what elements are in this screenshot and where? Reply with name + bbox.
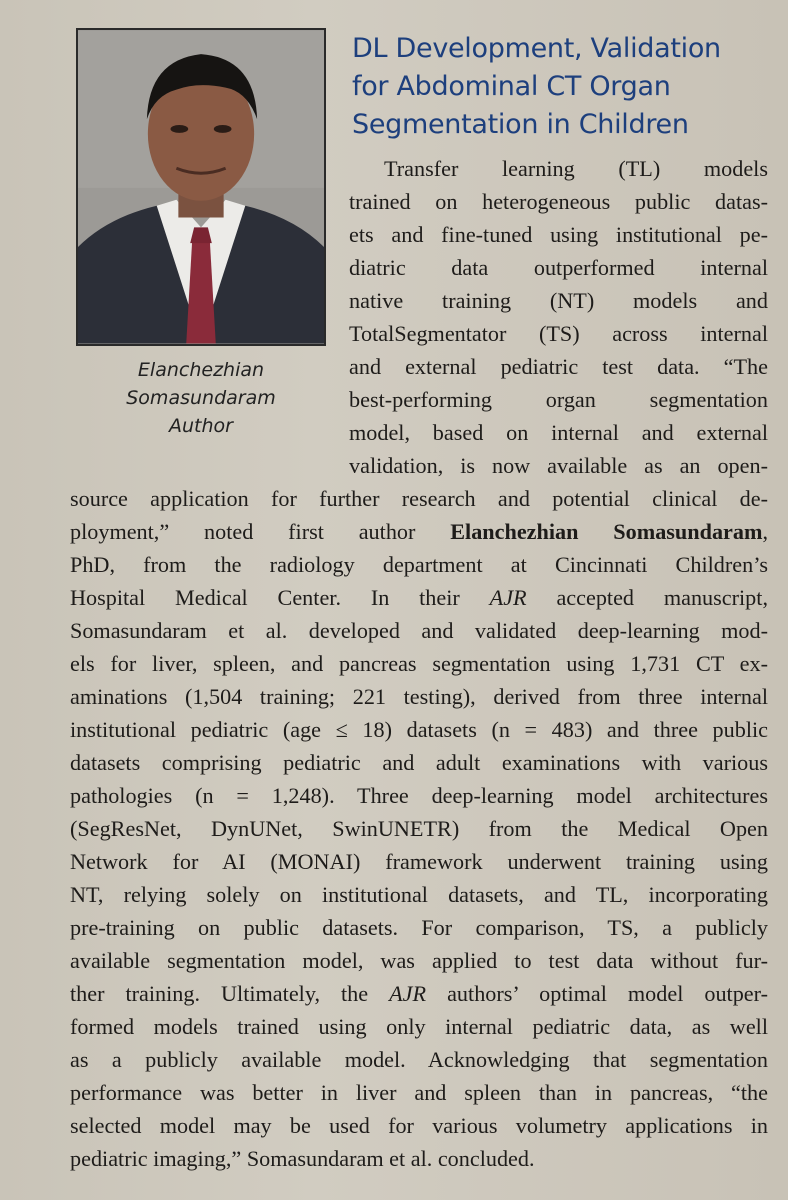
body-line: source application for further research and potential clinical de- [70,486,768,511]
title-line: DL Development, Validation [352,33,721,64]
body-line: formed models trained using only internal pediatric data, as well [70,1014,768,1039]
body-line: (SegResNet, DynUNet, SwinUNETR) from the Medical Open [70,816,768,841]
body-line: as a publicly available model. Acknowledging that segmentation [70,1047,768,1072]
body-line: trained on heterogeneous public datas- [349,189,768,214]
body-line: pathologies (n = 1,248). Three deep-learning model architectures [70,783,768,808]
body-line [70,977,768,1010]
body-line: NT, relying solely on institutional datasets, and TL, incorporating [70,882,768,907]
title-line: Segmentation in Children [352,109,689,140]
body-line: Transfer learning (TL) models [384,156,768,181]
body-line [70,581,768,614]
title-line: for Abdominal CT Organ [352,71,671,102]
body-line: PhD, from the radiology department at Cincinnati Children’s [70,552,768,577]
body-line: performance was better in liver and spleen than in pancreas, “the [70,1080,768,1105]
body-line: selected model may be used for various volumetry applications in [70,1113,768,1138]
body-line: Somasundaram et al. developed and validated deep-learning mod- [70,618,768,643]
body-text: Hospital Medical Center. In their [70,585,490,610]
body-line: pediatric imaging,” Somasundaram et al. concluded. [70,1146,535,1171]
body-text: accepted manuscript, [526,585,768,610]
body-text: , [762,519,769,544]
caption-name-first: Elanchezhian [137,359,265,381]
body-text: ther training. Ultimately, the [70,981,390,1006]
body-text: authors’ optimal model outper- [426,981,768,1006]
caption-name-last: Somasundaram [126,387,276,409]
body-line: validation, is now available as an open- [349,453,768,478]
photo-caption [76,356,326,440]
body-line: TotalSegmentator (TS) across internal [349,321,768,346]
body-line: available segmentation model, was applied to test data without fur- [70,948,768,973]
body-line: ets and fine-tuned using institutional pe- [349,222,768,247]
body-line: best-performing organ segmentation [349,387,768,412]
journal-name: AJR [389,981,427,1006]
body-line: Network for AI (MONAI) framework underwent training using [70,849,768,874]
body-line: aminations (1,504 training; 221 testing), derived from three internal [70,684,768,709]
caption-role: Author [169,415,233,437]
author-name-bold: Elanchezhian Somasundaram [450,519,763,544]
body-line: diatric data outperformed internal [349,255,768,280]
body-line: institutional pediatric (age ≤ 18) datasets (n = 483) and three public [70,717,768,742]
article-title [352,30,772,144]
body-line: and external pediatric test data. “The [349,354,768,379]
journal-name: AJR [489,585,527,610]
body-line [70,515,768,548]
body-text: ployment,” noted first author [70,519,451,544]
body-line: datasets comprising pediatric and adult examinations with various [70,750,768,775]
body-line: els for liver, spleen, and pancreas segmentation using 1,731 CT ex- [70,651,768,676]
author-photo [76,28,326,346]
body-line: model, based on internal and external [349,420,768,445]
body-line: native training (NT) models and [349,288,768,313]
body-line: pre-training on public datasets. For comparison, TS, a publicly [70,915,768,940]
